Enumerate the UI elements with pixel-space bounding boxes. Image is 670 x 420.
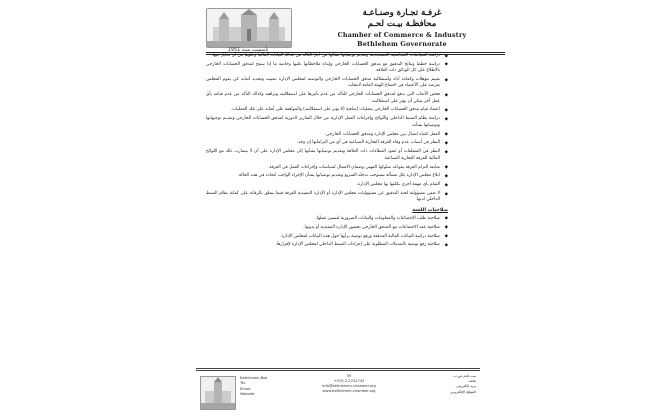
duty-item [206,92,448,105]
duty-item [206,173,448,179]
footer-ar-line: بيت لحم-ص.ب [453,374,476,378]
item-text: صلاحية رفع توصية بالتعديلات المطلوبة على إجراءات الضبط الداخلي لمجلس الإدارة لإقرارها. [275,242,440,248]
bullet-icon: ◆ [444,149,448,155]
duty-item [206,77,448,90]
footer-phone: +970-2-2742742 [333,379,365,383]
bullet-icon: ◆ [444,77,448,83]
footer-en-line: Website [240,392,255,397]
item-text: النظر في المتعلقات أو عقود العطاءات ذات العلاقة وتقديم توصياتها بشأنها إلى مجلس الإدارة على أن لا يتضارب ذلك مع اللوائح المالية للغرفة التجارية الصناعية. [206,149,440,161]
bullet-icon: ◆ [444,116,448,122]
footer-email-link[interactable]: info@bethlehem-chamber.org [322,384,376,388]
power-item [206,225,448,231]
item-text: اعتماد قيام مدقق الحسابات الخارجي بعمليات إضافية (لا تؤثر على استقلاليته) والموافقة على أتعابه على تلك العمليات. [230,107,440,113]
item-text: القيام بأي مهمة أخرى يكلفها بها مجلس الإدارة. [356,182,440,188]
item-text: العمل كقناة اتصال بين مجلس الإدارة ومدقق الحسابات الخارجي. [324,131,440,137]
duty-item [206,140,448,146]
power-item [206,216,448,222]
footer-contact-english [240,376,267,398]
item-text: صلاحية طلب الإحصائيات والمعلومات والبيانات الضرورية لتسيير عملها. [315,215,440,221]
item-text: صلاحية دراسة البيانات المالية المدققة ورفع توصية برأيها حول هذه البيانات لمجلس الإدارة. [280,233,440,239]
footer-rule-thin [196,370,480,371]
letterhead [10,6,660,54]
bullet-icon: ◆ [444,234,448,240]
footer-ar-line: بريد إلكتروني [456,384,476,389]
bullet-icon: ◆ [444,243,448,249]
duty-item [206,132,448,138]
duties-list [206,53,448,204]
duty-item [206,191,448,204]
header-english [302,31,502,49]
header-arabic [302,8,502,30]
footer-ar-line: هاتف [468,379,476,384]
item-text: دراسة نظام الضبط الداخلي واللوائح وإجراءات العمل الإدارية من خلال التقارير الدورية لمدقق الحسابات الخارجي وتقديم توجيهاتها وتوصياتها بشأنه. [206,116,440,128]
item-text: النظر في أسباب عدم وفاء الغرفة التجارية الصناعية في أي من التزاماتها إن وجد. [296,140,440,146]
footer-website-link[interactable]: www.bethlehem-chamber.org [322,389,376,393]
bullet-icon: ◆ [444,108,448,114]
document-body [206,53,448,251]
power-item [206,234,448,240]
duty-item [206,149,448,162]
bullet-icon: ◆ [444,165,448,171]
founded-year: تأسست سنة 1951 [227,47,269,53]
footer-ar-line: الموقع الإلكتروني [450,389,476,394]
item-text: تقييم مؤهلات وكفاءة أداء واستقلالية مدقق الحسابات الخارجي والتوصية لمجلس الإدارة بتعيينه وتحديد أتعابه كي يقوم المجلس بعرضه على الأعضاء في اجتماع الهيئة العامة لانتخابه. [206,77,440,89]
chamber-logo [206,8,292,48]
bullet-icon: ◆ [444,216,448,222]
item-text: دراسة السياسات المحاسبية المستخدمة وتقديم توصياتها بشأنها من أجل التأكد من عدالة البيانات المالية وخلوها من أي تحايل فيها. [211,53,440,58]
item-text: ابلاغ مجلس الإدارة بكل مسألة تستوجب تدخله السريع وتقديم توصياتها بشأن الإجراء الواجب اتخاذه في هذه الحالة. [237,173,440,179]
duty-item [206,107,448,113]
duty-item [206,165,448,171]
footer-rule [196,368,480,369]
bullet-icon: ◆ [444,173,448,179]
item-text: لا تعفي مسؤولية لجنة التدقيق عن مسؤوليات مجلس الإدارة أو الإدارة التنفيذية للغرفة فيما يتعلق بالرقابة على كفاية نظام الضبط الداخلي لديها. [206,191,440,203]
bullet-icon: ◆ [444,132,448,138]
church-emblem-icon [201,377,235,409]
duty-item [206,116,448,129]
item-text: متابعة التزام الغرفة بقواعد سلوكها المهني وضمان الامتثال لسياسات وإجراءات العمل في الغرفة. [268,164,440,170]
bullet-icon: ◆ [444,92,448,98]
footer-en-line: Email: [240,386,252,391]
header-arabic-line2: محافظـة بيـت لحـم [367,19,437,29]
footer-logo [200,376,236,410]
bullet-icon: ◆ [444,225,448,231]
bullet-icon: ◆ [444,62,448,68]
section-title-powers: صلاحيات اللجنة [412,207,448,213]
letterhead-footer [196,368,480,412]
bullet-icon: ◆ [444,53,448,59]
footer-box-number: 59 [346,374,352,378]
header-english-line2: Bethlehem Governorate [357,40,447,48]
header-english-line1: Chamber of Commerce & Industry [337,31,467,39]
footer-contact-arabic [450,374,476,395]
church-emblem-icon [207,9,291,47]
bullet-icon: ◆ [444,191,448,197]
item-text: صلاحية عقد الاجتماعات مع المدقق الخارجي بحضور الإدارة التنفيذية أو بدونها. [303,224,440,230]
duty-item [206,62,448,75]
bullet-icon: ◆ [444,141,448,147]
duty-item [206,182,448,188]
powers-list [206,216,448,249]
bullet-icon: ◆ [444,182,448,188]
duty-item [206,53,448,59]
power-item [206,242,448,248]
item-text: دراسة خطط ونتائج التدقيق مع مدقق الحسابات الخارجي وإبداء ملاحظاتها عليها وخاصة ما إذا سمح لمدقق الحسابات الخارجي بالاطلاع على كل الوثائق ذات العلاقة. [206,61,440,74]
footer-en-line: Bethlehem-Box [240,376,268,380]
footer-en-line: Tel. [240,381,246,386]
footer-contact-values [314,374,384,394]
item-text: فحص الأتعاب التي تدفع لمدقق الحسابات الخارجي للتأكد من عدم تأثيرها على استقلاليته ونزاهته وكذلك التأكد من عدم قيامه بأي عمل آخر يمكن أن يؤثر على استقلاليته. [206,92,440,104]
header-arabic-line1: غرفـة تجـارة وصنـاعـة [362,8,442,18]
